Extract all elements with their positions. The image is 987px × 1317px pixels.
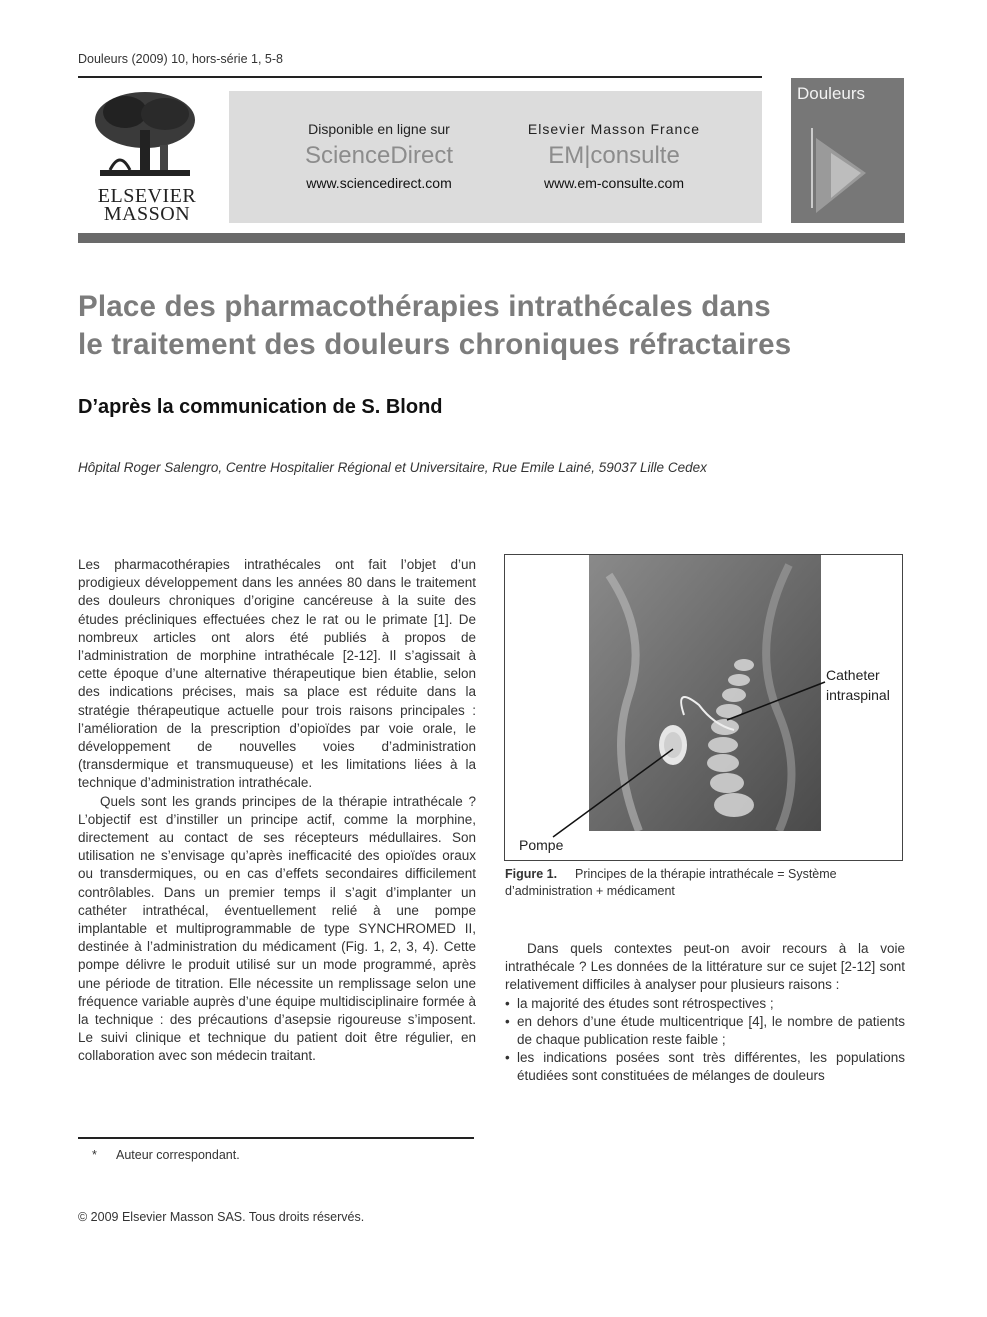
article-title: Place des pharmacothérapies intrathécales dans le traitement des douleurs chroniques réfractaires xyxy=(78,290,792,361)
cover-title: Douleurs xyxy=(797,84,866,103)
sciencedirect-logo: ScienceDirect xyxy=(304,142,454,169)
catheter-label: Catheter xyxy=(826,667,880,683)
cover-graphic-icon xyxy=(791,118,904,223)
footnote-text: Auteur correspondant. xyxy=(116,1148,240,1162)
paragraph-1: Les pharmacothérapies intrathécales ont fait l’objet d’un prodigieux développement dans les années 80 dans le traitement des douleurs chroniques d’origine cancéreuse à la suite des études précliniques effectuées chez le rat ou le primate [1]. De nombreux articles ont alors été publiés à propos de l’administration de morphine intrathécale [2-12]. Il s’agissait à cette époque d’une alternative thérapeutique bien établie, selon des indications précises, mais sa place est réduite dans la stratégie thérapeutique actuelle pour trois raisons principales : l’amélioration de la prescription d’opioïdes par voie orale, le développement de nouvelles voies d’administration (transdermique et transmuqueuse) et les limitations liées à la technique d’administration intrathécale. xyxy=(78,557,476,791)
header-rule xyxy=(78,76,762,78)
figure-1 xyxy=(504,554,903,861)
left-column xyxy=(78,556,476,1066)
section-rule xyxy=(78,233,905,243)
emconsulte-block xyxy=(494,121,734,191)
figure-caption-text: Principes de la thérapie intrathécale = Système d’administration + médicament xyxy=(505,867,837,898)
list-item: • en dehors d’une étude multicentrique [4], le nombre de patients de chaque publication reste faible ; xyxy=(505,1013,905,1049)
journal-cover xyxy=(791,78,904,223)
article-subtitle: D’après la communication de S. Blond xyxy=(78,396,443,418)
emconsulte-url[interactable]: www.em-consulte.com xyxy=(543,175,685,191)
footnote-rule xyxy=(78,1137,474,1139)
sciencedirect-url[interactable]: www.sciencedirect.com xyxy=(306,175,452,191)
author-affiliation: Hôpital Roger Salengro, Centre Hospitalier Régional et Universitaire, Rue Emile Lainé, 59037 Lille Cedex xyxy=(78,460,707,475)
footnote-mark: * xyxy=(92,1148,97,1162)
reasons-list xyxy=(505,995,905,1086)
footnote xyxy=(92,1148,240,1162)
journal-reference: Douleurs (2009) 10, hors-série 1, 5-8 xyxy=(78,52,283,66)
paragraph-3: Dans quels contextes peut-on avoir recours à la voie intrathécale ? Les données de la littérature sur ce sujet [2-12] sont relativement difficiles à analyser pour plusieurs raisons : xyxy=(505,941,905,993)
logo-text-elsevier: ELSEVIER xyxy=(97,185,197,207)
figure-number: Figure 1. xyxy=(505,867,558,881)
paragraph-2: Quels sont les grands principes de la thérapie intrathécale ? L’objectif est d’instiller un principe actif, comme la morphine, directement au contact de ses récepteurs médullaires. Son utilisation ne s’envisage qu’après inefficacité des opioïdes oraux ou transdermiques, ou en cas d’effets secondaires difficilement contrôlables. Dans un premier temps il s’agit d’implanter un cathéter intrathécal, éventuellement relié à une pompe implantable et multiprogrammable de type SYNCHROMED II, destinée à l’administration du médicament (Fig. 1, 2, 3, 4). Cette pompe délivre le produit utilisé sur un mode programmé, après une période de titration. Elle nécessite un remplissage selon une fréquence variable auprès d’une équipe multidisciplinaire formée à la technique : des précautions d’asepsie rigoureuse s’imposent. Le suivi clinique et technique du patient doit être régulier, en collaboration avec son médecin traitant. xyxy=(78,793,476,1064)
tree-icon xyxy=(90,90,200,182)
right-column xyxy=(505,940,905,1086)
copyright: © 2009 Elsevier Masson SAS. Tous droits réservés. xyxy=(78,1210,365,1224)
list-item: • la majorité des études sont rétrospectives ; xyxy=(505,995,905,1013)
figure-caption xyxy=(505,866,905,900)
list-item: • les indications posées sont très différentes, les populations étudiées sont constituées de mélanges de douleurs xyxy=(505,1049,905,1085)
intraspinal-label: intraspinal xyxy=(826,687,890,703)
pump-label: Pompe xyxy=(519,837,564,853)
elsevier-logo xyxy=(82,90,212,225)
logo-text-masson: MASSON xyxy=(103,203,191,225)
emconsulte-label: Elsevier Masson France xyxy=(527,121,701,137)
availability-banner xyxy=(229,91,762,223)
figure-leader-lines xyxy=(505,555,904,862)
sciencedirect-label: Disponible en ligne sur xyxy=(308,121,450,137)
sciencedirect-block xyxy=(259,121,499,191)
emconsulte-logo: EM|consulte xyxy=(548,142,680,169)
